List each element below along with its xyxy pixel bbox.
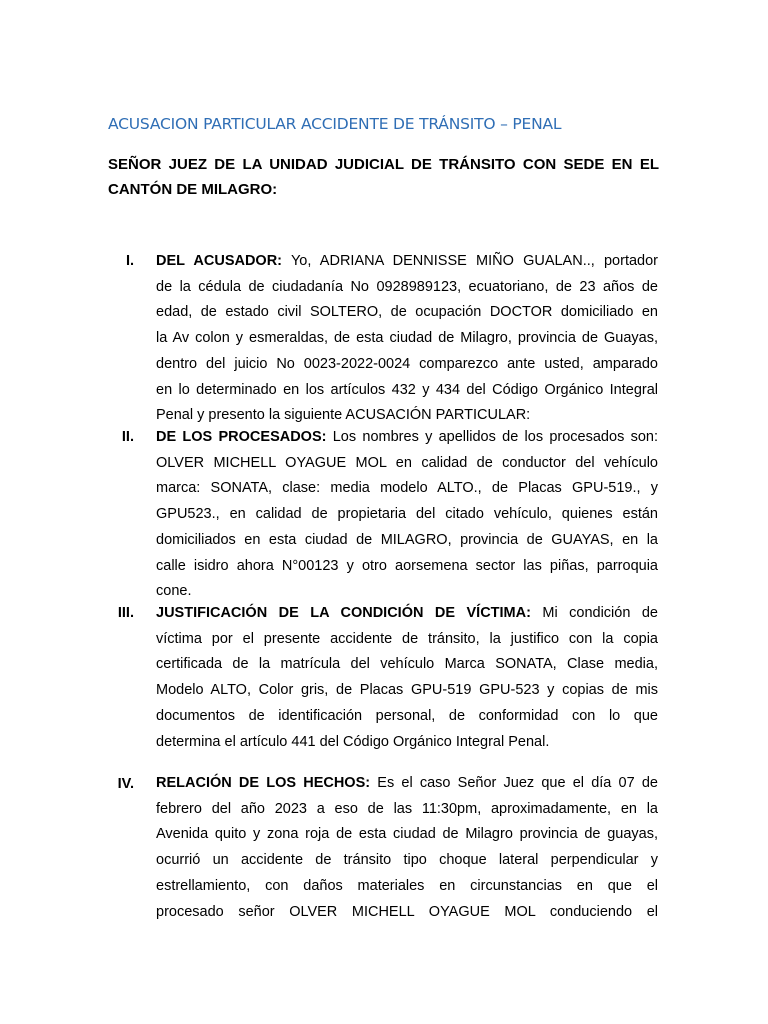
address-line-1: SEÑOR JUEZ DE LA UNIDAD JUDICIAL DE TRÁNSITO CON SEDE EN EL xyxy=(108,156,659,173)
section-text: de la cédula de ciudadanía No 0928989123, ecuatoriano, de 23 años de xyxy=(156,278,658,295)
section-numeral: III. xyxy=(117,605,134,621)
section-text: certificada de la matrícula del vehículo Marca SONATA, Clase media, xyxy=(156,656,658,673)
section-text: dentro del juicio No 0023-2022-0024 comparezco ante usted, amparado xyxy=(156,355,658,372)
section-text: cone. xyxy=(156,583,192,600)
section-text: la Av colon y esmeraldas, de esta ciudad de Milagro, provincia de Guayas, xyxy=(156,330,658,347)
section-heading: DEL ACUSADOR: xyxy=(156,253,283,269)
section-text: calle isidro ahora N°00123 y otro aorsemena sector las piñas, parroquia xyxy=(156,557,658,574)
section-text: Es el caso Señor Juez que el día 07 de xyxy=(370,775,658,791)
section-text: ocurrió un accidente de tránsito tipo choque lateral perpendicular y xyxy=(156,852,658,869)
section-text: edad, de estado civil SOLTERO, de ocupación DOCTOR domiciliado en xyxy=(156,304,658,321)
section-text: víctima por el presente accidente de tránsito, la justifico con la copia xyxy=(156,630,658,647)
section-procesados xyxy=(156,425,658,605)
section-text: Penal y presento la siguiente ACUSACIÓN PARTICULAR: xyxy=(156,407,531,424)
section-text: GPU523., en calidad de propietaria del citado vehículo, quienes están xyxy=(156,506,658,523)
section-text: marca: SONATA, clase: media modelo ALTO., de Placas GPU-519., y xyxy=(156,480,658,497)
section-heading: DE LOS PROCESADOS: xyxy=(156,429,327,445)
section-victima xyxy=(156,601,658,755)
section-numeral: IV. xyxy=(117,776,134,792)
court-address xyxy=(108,152,659,202)
section-numeral: I. xyxy=(125,253,134,269)
section-heading: RELACIÓN DE LOS HECHOS: xyxy=(156,775,371,791)
section-text: Mi condición de xyxy=(530,605,658,621)
section-text: febrero del año 2023 a eso de las 11:30pm, aproximadamente, en la xyxy=(156,800,658,817)
address-line-2: CANTÓN DE MILAGRO: xyxy=(108,181,278,198)
section-text: estrellamiento, con daños materiales en circunstancias en que el xyxy=(156,877,658,894)
section-text: OLVER MICHELL OYAGUE MOL en calidad de conductor del vehículo xyxy=(156,454,658,471)
section-text: documentos de identificación personal, de conformidad con lo que xyxy=(156,707,658,724)
document-title: ACUSACION PARTICULAR ACCIDENTE DE TRÁNSITO – PENAL xyxy=(108,115,562,133)
section-heading: JUSTIFICACIÓN DE LA CONDICIÓN DE VÍCTIMA: xyxy=(156,605,531,621)
section-text: Avenida quito y zona roja de esta ciudad de Milagro provincia de guayas, xyxy=(156,826,658,843)
section-text: procesado señor OLVER MICHELL OYAGUE MOL conduciendo el xyxy=(156,903,658,920)
section-hechos xyxy=(156,771,658,925)
section-text: Los nombres y apellidos de los procesados son: xyxy=(326,429,658,445)
section-numeral: II. xyxy=(121,429,134,445)
section-text: Modelo ALTO, Color gris, de Placas GPU-519 GPU-523 y copias de mis xyxy=(156,682,658,699)
section-acusador xyxy=(156,249,658,429)
section-text: Yo, ADRIANA DENNISSE MIÑO GUALAN.., portador xyxy=(282,253,658,269)
section-text: en lo determinado en los artículos 432 y 434 del Código Orgánico Integral xyxy=(156,381,658,398)
section-text: domiciliados en esta ciudad de MILAGRO, provincia de GUAYAS, en la xyxy=(156,531,658,548)
section-text: determina el artículo 441 del Código Orgánico Integral Penal. xyxy=(156,733,550,750)
